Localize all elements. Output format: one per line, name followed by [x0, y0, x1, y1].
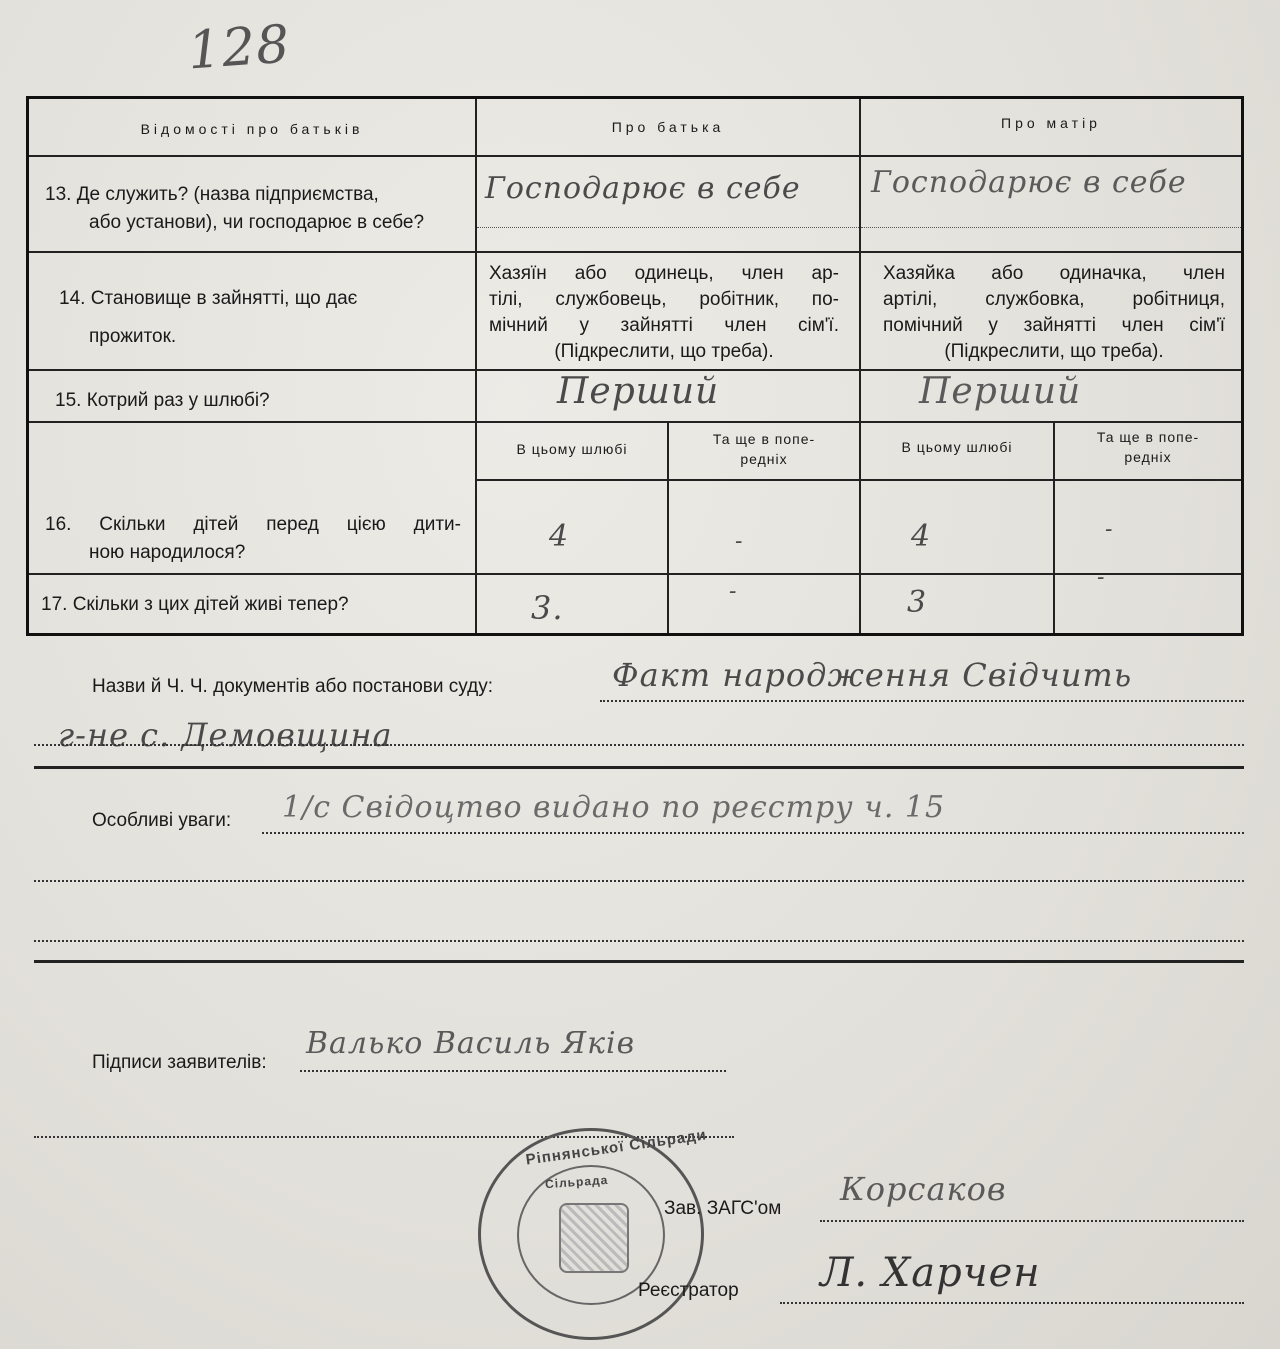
stamp-inner-text: Сільрада	[544, 1172, 609, 1192]
subheader-mother-previous-1: Та ще в попе-	[1096, 429, 1200, 445]
header-mother: Про матір	[1001, 115, 1101, 131]
documents-label: Назви й Ч. Ч. документів або постанови суду:	[92, 676, 493, 697]
q16-father-this: 4	[549, 519, 570, 554]
page-number: 128	[186, 14, 293, 82]
q15-mother-answer: Перший	[919, 371, 1082, 412]
parents-info-table	[26, 96, 1244, 636]
subheader-father-previous-1: Та ще в попе-	[712, 431, 816, 447]
documents-value-line2: г-не с. Демовщина	[58, 716, 393, 754]
q15-father-answer: Перший	[557, 371, 720, 412]
q14-mother-line2: артілі, службовка, робітниця,	[883, 289, 1225, 310]
q16-line2: ною народилося?	[89, 542, 246, 563]
q13-father-answer: Господарює в себе	[485, 171, 801, 206]
q17-question: 17. Скільки з цих дітей живі тепер?	[41, 594, 349, 615]
q14-father-line1: Хазяїн або одинець, член ар-	[489, 263, 839, 284]
q14-mother-line1: Хазяйка або одиначка, член	[883, 263, 1225, 284]
q17-father-this: 3.	[531, 589, 564, 627]
q14-father-line3: мічний у зайнятті член сім'ї.	[489, 315, 839, 336]
remarks-value: 1/с Свідоцтво видано по реєстру ч. 15	[282, 790, 946, 825]
q17-father-prev: -	[729, 579, 738, 604]
q16-line1: 16. Скільки дітей перед цією дити-	[45, 514, 461, 535]
remarks-label: Особливі уваги:	[92, 810, 232, 831]
applicants-signature: Валько Василь Яків	[306, 1026, 636, 1061]
q15-question: 15. Котрий раз у шлюбі?	[55, 390, 270, 411]
q14-father-line2: тілі, службовець, робітник, по-	[489, 289, 839, 310]
registrar-label: Реєстратор	[638, 1280, 739, 1301]
q14-line1: 14. Становище в зайнятті, що дає	[59, 288, 358, 309]
q13-mother-answer: Господарює в себе	[871, 165, 1187, 200]
q14-father-line4: (Підкреслити, що треба).	[554, 341, 774, 362]
stamp-emblem-icon	[559, 1203, 629, 1273]
official-stamp	[478, 1126, 708, 1340]
q14-mother-line4: (Підкреслити, що треба).	[944, 341, 1164, 362]
header-father: Про батька	[611, 119, 725, 135]
applicants-label: Підписи заявителів:	[92, 1052, 267, 1073]
zags-head-signature: Корсаков	[840, 1170, 1007, 1208]
documents-value-line1: Факт народження Свідчить	[612, 656, 1133, 694]
q17-mother-this: 3	[907, 585, 928, 620]
stamp-ring-text: Ріпнянської Сільради	[524, 1126, 708, 1169]
registrar-signature: Л. Харчен	[820, 1250, 1041, 1296]
q13-line2: або установи), чи господарює в себе?	[89, 212, 425, 233]
q14-line2: прожиток.	[89, 326, 177, 347]
subheader-father-previous-2: редніх	[740, 451, 788, 467]
q17-mother-prev: -	[1097, 565, 1106, 590]
subheader-father-this-marriage: В цьому шлюбі	[516, 441, 628, 457]
subheader-mother-this-marriage: В цьому шлюбі	[901, 439, 1013, 455]
zags-head-label: Зав. ЗАГС'ом	[664, 1198, 782, 1219]
q16-mother-this: 4	[911, 519, 932, 554]
q13-line1: 13. Де служить? (назва підприємства,	[45, 184, 379, 205]
q16-mother-prev: -	[1105, 517, 1114, 542]
subheader-mother-previous-2: редніх	[1124, 449, 1172, 465]
q16-father-prev: -	[735, 529, 744, 554]
q14-mother-line3: помічний у зайнятті член сім'ї	[883, 315, 1225, 336]
header-parents-info: Відомості про батьків	[140, 121, 364, 137]
